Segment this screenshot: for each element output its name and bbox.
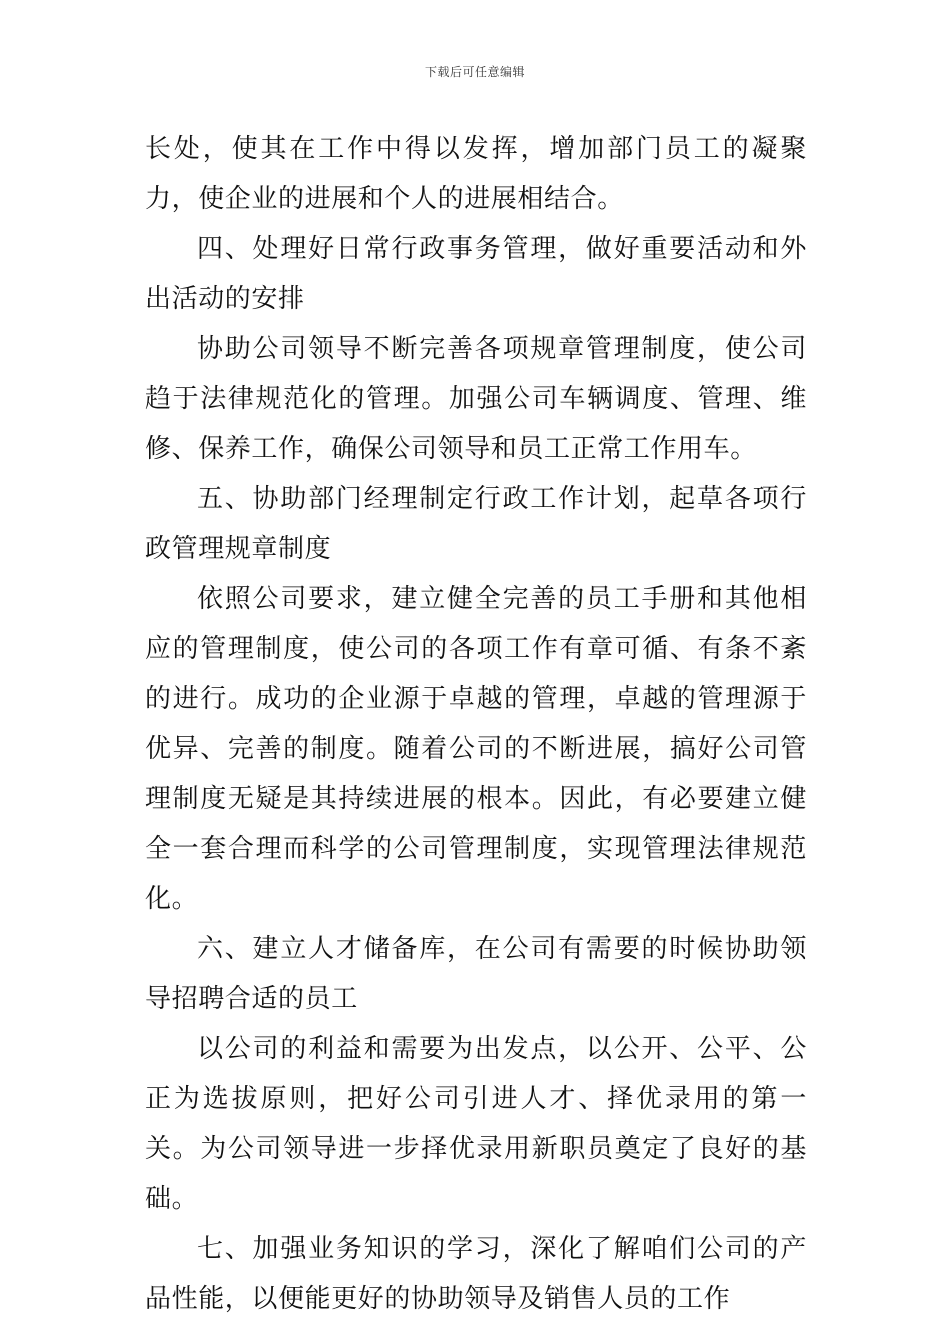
page-header-note: 下载后可任意编辑 (424, 65, 525, 79)
paragraph-5: 依照公司要求，建立健全完善的员工手册和其他相应的管理制度，使公司的各项工作有章可循、有条不紊的进行。成功的企业源于卓越的管理，卓越的管理源于优异、完善的制度。随着公司的不断进展，搞好公司管理制度无疑是其持续进展的根本。因此，有必要建立健全一套合理而科学的公司管理制度，实现管理法律规范化。 (145, 584, 807, 914)
paragraph-3: 协助公司领导不断完善各项规章管理制度，使公司趋于法律规范化的管理。加强公司车辆调度、管理、维修、保养工作，确保公司领导和员工正常工作用车。 (145, 334, 807, 464)
document-body (145, 124, 807, 1324)
paragraph-4-heading: 五、协助部门经理制定行政工作计划，起草各项行政管理规章制度 (145, 484, 807, 564)
paragraph-1: 长处，使其在工作中得以发挥，增加部门员工的凝聚力，使企业的进展和个人的进展相结合。 (145, 134, 807, 214)
paragraph-2-heading: 四、处理好日常行政事务管理，做好重要活动和外出活动的安排 (145, 234, 807, 314)
paragraph-7: 以公司的利益和需要为出发点，以公开、公平、公正为选拔原则，把好公司引进人才、择优录用的第一关。为公司领导进一步择优录用新职员奠定了良好的基础。 (145, 1034, 807, 1214)
paragraph-8-heading: 七、加强业务知识的学习，深化了解咱们公司的产品性能，以便能更好的协助领导及销售人员的工作 (145, 1234, 807, 1314)
paragraph-6-heading: 六、建立人才储备库，在公司有需要的时候协助领导招聘合适的员工 (145, 934, 807, 1014)
